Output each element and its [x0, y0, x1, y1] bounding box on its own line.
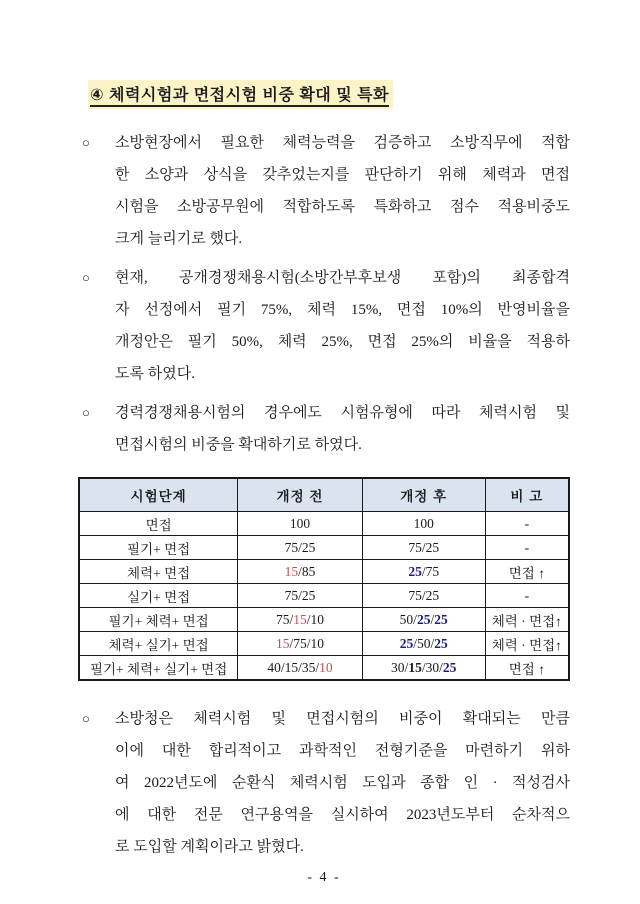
exam-stage-cell: 체력+ 면접 [79, 560, 238, 584]
bullet-list-bottom [78, 703, 570, 863]
bullet-marker: ○ [82, 270, 90, 285]
value: 75/25 [284, 539, 316, 555]
text-line: 도록 하였다. [115, 366, 195, 382]
section-heading [88, 80, 570, 109]
value: 50/ [399, 611, 417, 627]
table-header-cell: 개정 전 [238, 478, 362, 512]
before-revision-cell [238, 632, 362, 656]
before-revision-cell [238, 536, 362, 560]
after-revision-cell [362, 536, 485, 560]
table-row [79, 560, 569, 584]
value: 75/25 [408, 587, 440, 603]
text-line: 경력경쟁채용시험의 경우에도 시험유형에 따라 체력시험 및 [115, 405, 570, 421]
value: /75 [421, 563, 440, 579]
page-number: - 4 - [307, 870, 341, 885]
changed-value: 25 [442, 659, 457, 675]
after-revision-cell [362, 512, 485, 536]
value: /75/10 [289, 635, 324, 651]
heading-highlight [88, 80, 393, 109]
changed-value: 25 [416, 611, 431, 627]
changed-value: 25 [434, 611, 448, 627]
value: /30/ [421, 659, 443, 675]
bullet-marker: ○ [82, 405, 90, 420]
value: 30/ [391, 659, 409, 675]
bullet-list-top [78, 127, 570, 461]
note-cell: 체력 · 면접↑ [485, 632, 569, 656]
changed-value: 25 [408, 563, 422, 579]
note-cell: - [485, 536, 569, 560]
bullet-marker: ○ [82, 135, 90, 150]
exam-stage-cell: 실기+ 면접 [79, 584, 238, 608]
before-revision-cell [238, 584, 362, 608]
note-cell: - [485, 584, 569, 608]
table-header-cell: 개정 후 [362, 478, 485, 512]
before-revision-cell [238, 512, 362, 536]
changed-value: 15 [284, 563, 299, 579]
bullet-marker: ○ [82, 711, 90, 726]
changed-value: 15 [275, 635, 290, 651]
exam-stage-cell: 필기+ 체력+ 실기+ 면접 [79, 656, 238, 681]
value: 75/25 [284, 587, 316, 603]
before-revision-cell [238, 656, 362, 681]
bullet-paragraph [78, 703, 570, 863]
text-line: 로 도입할 계획이라고 밝혔다. [115, 839, 304, 855]
table-header-row [79, 478, 569, 512]
exam-stage-cell: 필기+ 체력+ 면접 [79, 608, 238, 632]
value: /10 [306, 611, 324, 627]
text-line: 여 2022년도에 순환식 체력시험 도입과 종합 인 · 적성검사 [115, 775, 570, 791]
text-line: 현재, 공개경쟁채용시험(소방간부후보생 포함)의 최종합격 [115, 270, 570, 286]
text-line: 소방청은 체력시험 및 면접시험의 비중이 확대되는 만큼 [115, 711, 570, 727]
bullet-paragraph [78, 127, 570, 255]
value: 100 [413, 515, 434, 531]
bullet-paragraph [78, 397, 570, 461]
text-line: 자 선정에서 필기 75%, 체력 15%, 면접 10%의 반영비율을 [115, 302, 570, 318]
bullet-paragraph [78, 262, 570, 390]
after-revision-cell [362, 584, 485, 608]
changed-value: 25 [434, 635, 448, 651]
value: 75/ [275, 611, 294, 627]
before-revision-cell [238, 560, 362, 584]
exam-stage-cell: 면접 [79, 512, 238, 536]
text-line: 시험을 소방공무원에 적합하도록 특화하고 점수 적용비중도 [115, 199, 570, 215]
note-cell: - [485, 512, 569, 536]
text-line: 크게 늘리기로 했다. [115, 231, 243, 247]
exam-stage-cell: 체력+ 실기+ 면접 [79, 632, 238, 656]
text-line: 소방현장에서 필요한 체력능력을 검증하고 소방직무에 적합 [115, 135, 570, 151]
note-cell: 체력 · 면접↑ [485, 608, 569, 632]
value: 100 [289, 515, 311, 531]
table-row [79, 632, 569, 656]
value: 75/25 [408, 539, 440, 555]
text-line: 개정안은 필기 50%, 체력 25%, 면접 25%의 비율을 적용하 [115, 334, 570, 350]
section-heading-text: ④ 체력시험과 면접시험 비중 확대 및 특화 [90, 87, 389, 107]
after-revision-cell [362, 656, 485, 681]
changed-value: 15 [408, 659, 422, 675]
table-row [79, 536, 569, 560]
after-revision-cell [362, 632, 485, 656]
changed-value: 10 [319, 659, 333, 675]
value: /50/ [413, 635, 435, 651]
after-revision-cell [362, 560, 485, 584]
table-row [79, 584, 569, 608]
text-line: 이에 대한 합리적이고 과학적인 전형기준을 마련하기 위하 [115, 743, 570, 759]
table-row [79, 608, 569, 632]
value: /85 [298, 563, 316, 579]
after-revision-cell [362, 608, 485, 632]
text-line: 한 소양과 상식을 갖추었는지를 판단하기 위해 체력과 면접 [115, 167, 570, 183]
note-cell: 면접 ↑ [485, 656, 569, 681]
text-line: 면접시험의 비중을 확대하기로 하였다. [115, 437, 362, 453]
note-cell: 면접 ↑ [485, 560, 569, 584]
table-row [79, 656, 569, 681]
exam-stage-cell: 필기+ 면접 [79, 536, 238, 560]
table-header-cell: 비 고 [485, 478, 569, 512]
value: / [430, 611, 435, 627]
changed-value: 15 [293, 611, 307, 627]
exam-weight-table [78, 477, 570, 681]
before-revision-cell [238, 608, 362, 632]
table-row [79, 512, 569, 536]
text-line: 에 대한 전문 연구용역을 실시하여 2023년도부터 순차적으 [115, 807, 570, 823]
value: 40/15/35/ [267, 659, 320, 675]
changed-value: 25 [399, 635, 414, 651]
table-header-cell: 시험단계 [79, 478, 238, 512]
